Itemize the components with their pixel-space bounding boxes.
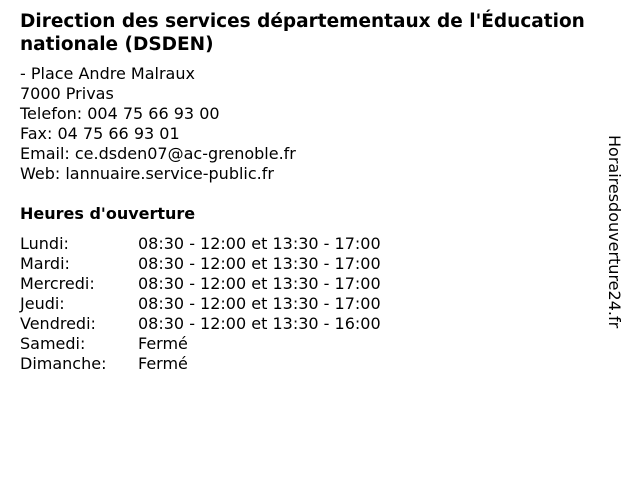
hours-row-samedi xyxy=(20,334,381,354)
web-line: Web: lannuaire.service-public.fr xyxy=(20,164,274,183)
hours-day: Mercredi: xyxy=(20,274,95,293)
address-street: - Place Andre Malraux xyxy=(20,64,195,83)
hours-day: Samedi: xyxy=(20,334,86,353)
hours-table xyxy=(20,234,381,374)
hours-time: 08:30 - 12:00 et 13:30 - 17:00 xyxy=(138,234,381,253)
hours-day: Mardi: xyxy=(20,254,70,273)
hours-time: 08:30 - 12:00 et 13:30 - 17:00 xyxy=(138,274,381,293)
hours-time: Fermé xyxy=(138,334,188,353)
hours-day: Dimanche: xyxy=(20,354,107,373)
hours-row-lundi xyxy=(20,234,381,254)
fax-line: Fax: 04 75 66 93 01 xyxy=(20,124,180,143)
hours-time: 08:30 - 12:00 et 13:30 - 16:00 xyxy=(138,314,381,333)
site-watermark: Horairesdouverture24.fr xyxy=(605,135,624,329)
hours-day: Lundi: xyxy=(20,234,69,253)
hours-day: Vendredi: xyxy=(20,314,96,333)
page-title: Direction des services départementaux de l'Éducation nationale (DSDEN) xyxy=(20,11,585,55)
hours-row-vendredi xyxy=(20,314,381,334)
address-city: 7000 Privas xyxy=(20,84,114,103)
hours-row-mardi xyxy=(20,254,381,274)
address-block xyxy=(20,64,296,184)
hours-row-dimanche xyxy=(20,354,381,374)
hours-heading: Heures d'ouverture xyxy=(20,204,196,223)
phone-line: Telefon: 004 75 66 93 00 xyxy=(20,104,220,123)
email-line: Email: ce.dsden07@ac-grenoble.fr xyxy=(20,144,296,163)
hours-row-jeudi xyxy=(20,294,381,314)
hours-time: Fermé xyxy=(138,354,188,373)
hours-row-mercredi xyxy=(20,274,381,294)
hours-time: 08:30 - 12:00 et 13:30 - 17:00 xyxy=(138,254,381,273)
hours-time: 08:30 - 12:00 et 13:30 - 17:00 xyxy=(138,294,381,313)
hours-day: Jeudi: xyxy=(20,294,65,313)
